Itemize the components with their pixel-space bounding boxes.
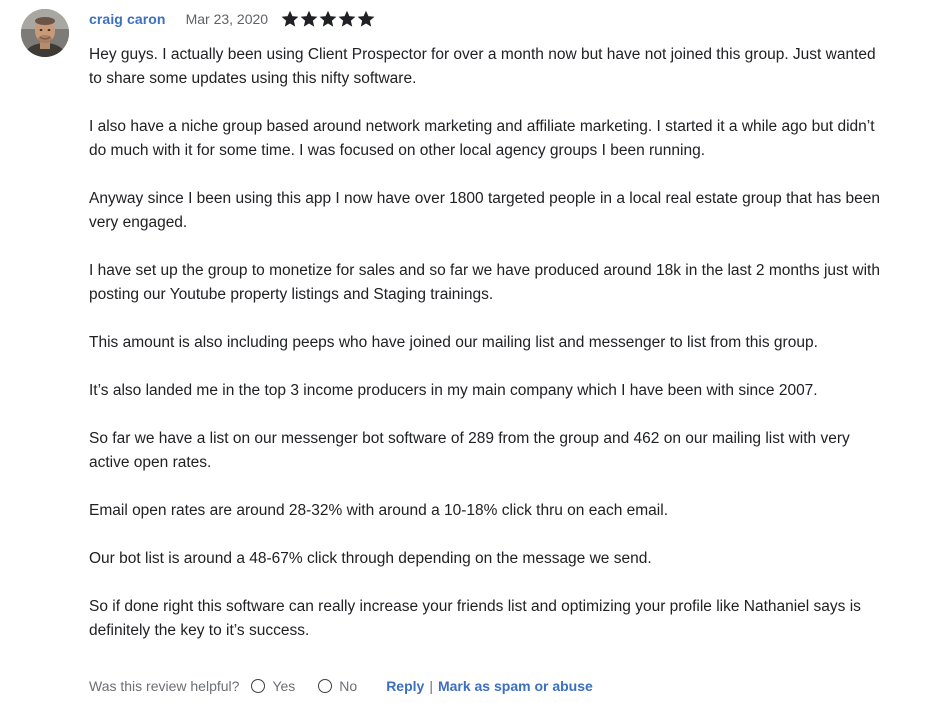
review-paragraph: So if done right this software can really increase your friends list and optimizing your profile like Nathaniel says is definitely the key to it’s success. [89,598,861,639]
helpful-yes-option[interactable] [251,678,295,694]
star-filled-icon [338,10,356,28]
review-paragraph: Hey guys. I actually been using Client Prospector for over a month now but have not joined this group. Just wanted to share some updates using this nifty software. [89,46,876,87]
star-filled-icon [300,10,318,28]
avatar-photo [21,9,69,57]
review-paragraph: I have set up the group to monetize for sales and so far we have produced around 18k in the last 2 months just with posting our Youtube property listings and Staging trainings. [89,262,880,303]
reply-link[interactable]: Reply [386,678,425,694]
helpful-question: Was this review helpful? [89,678,240,694]
review-paragraph: I also have a niche group based around network marketing and affiliate marketing. I started it a while ago but didn’t do much with it for some time. I was focused on other local agency groups I been running. [89,118,875,159]
star-rating [281,10,375,28]
review-paragraph: Our bot list is around a 48-67% click through depending on the message we send. [89,550,652,567]
review-paragraph: This amount is also including peeps who have joined our mailing list and messenger to list from this group. [89,334,818,351]
review-paragraph: Anyway since I been using this app I now have over 1800 targeted people in a local real estate group that has been very engaged. [89,190,881,231]
star-filled-icon [357,10,375,28]
review-paragraph: It’s also landed me in the top 3 income producers in my main company which I have been with since 2007. [89,382,818,399]
author-name[interactable]: craig caron [89,11,166,27]
helpful-bar [89,676,593,696]
review-date: Mar 23, 2020 [185,11,269,27]
mark-spam-link[interactable]: Mark as spam or abuse [437,678,593,694]
helpful-no-option[interactable] [318,678,357,694]
radio-unchecked-icon[interactable] [318,679,332,693]
link-separator: | [429,678,433,694]
review-paragraph: So far we have a list on our messenger bot software of 289 from the group and 462 on our mailing list with very active open rates. [89,430,850,471]
avatar[interactable] [21,9,69,57]
helpful-no-label: No [339,678,358,694]
review-paragraph: Email open rates are around 28-32% with around a 10-18% click thru on each email. [89,502,668,519]
radio-unchecked-icon[interactable] [251,679,265,693]
helpful-yes-label: Yes [272,678,296,694]
star-filled-icon [281,10,299,28]
review-body [89,43,889,667]
star-filled-icon [319,10,337,28]
review-header [89,9,375,29]
